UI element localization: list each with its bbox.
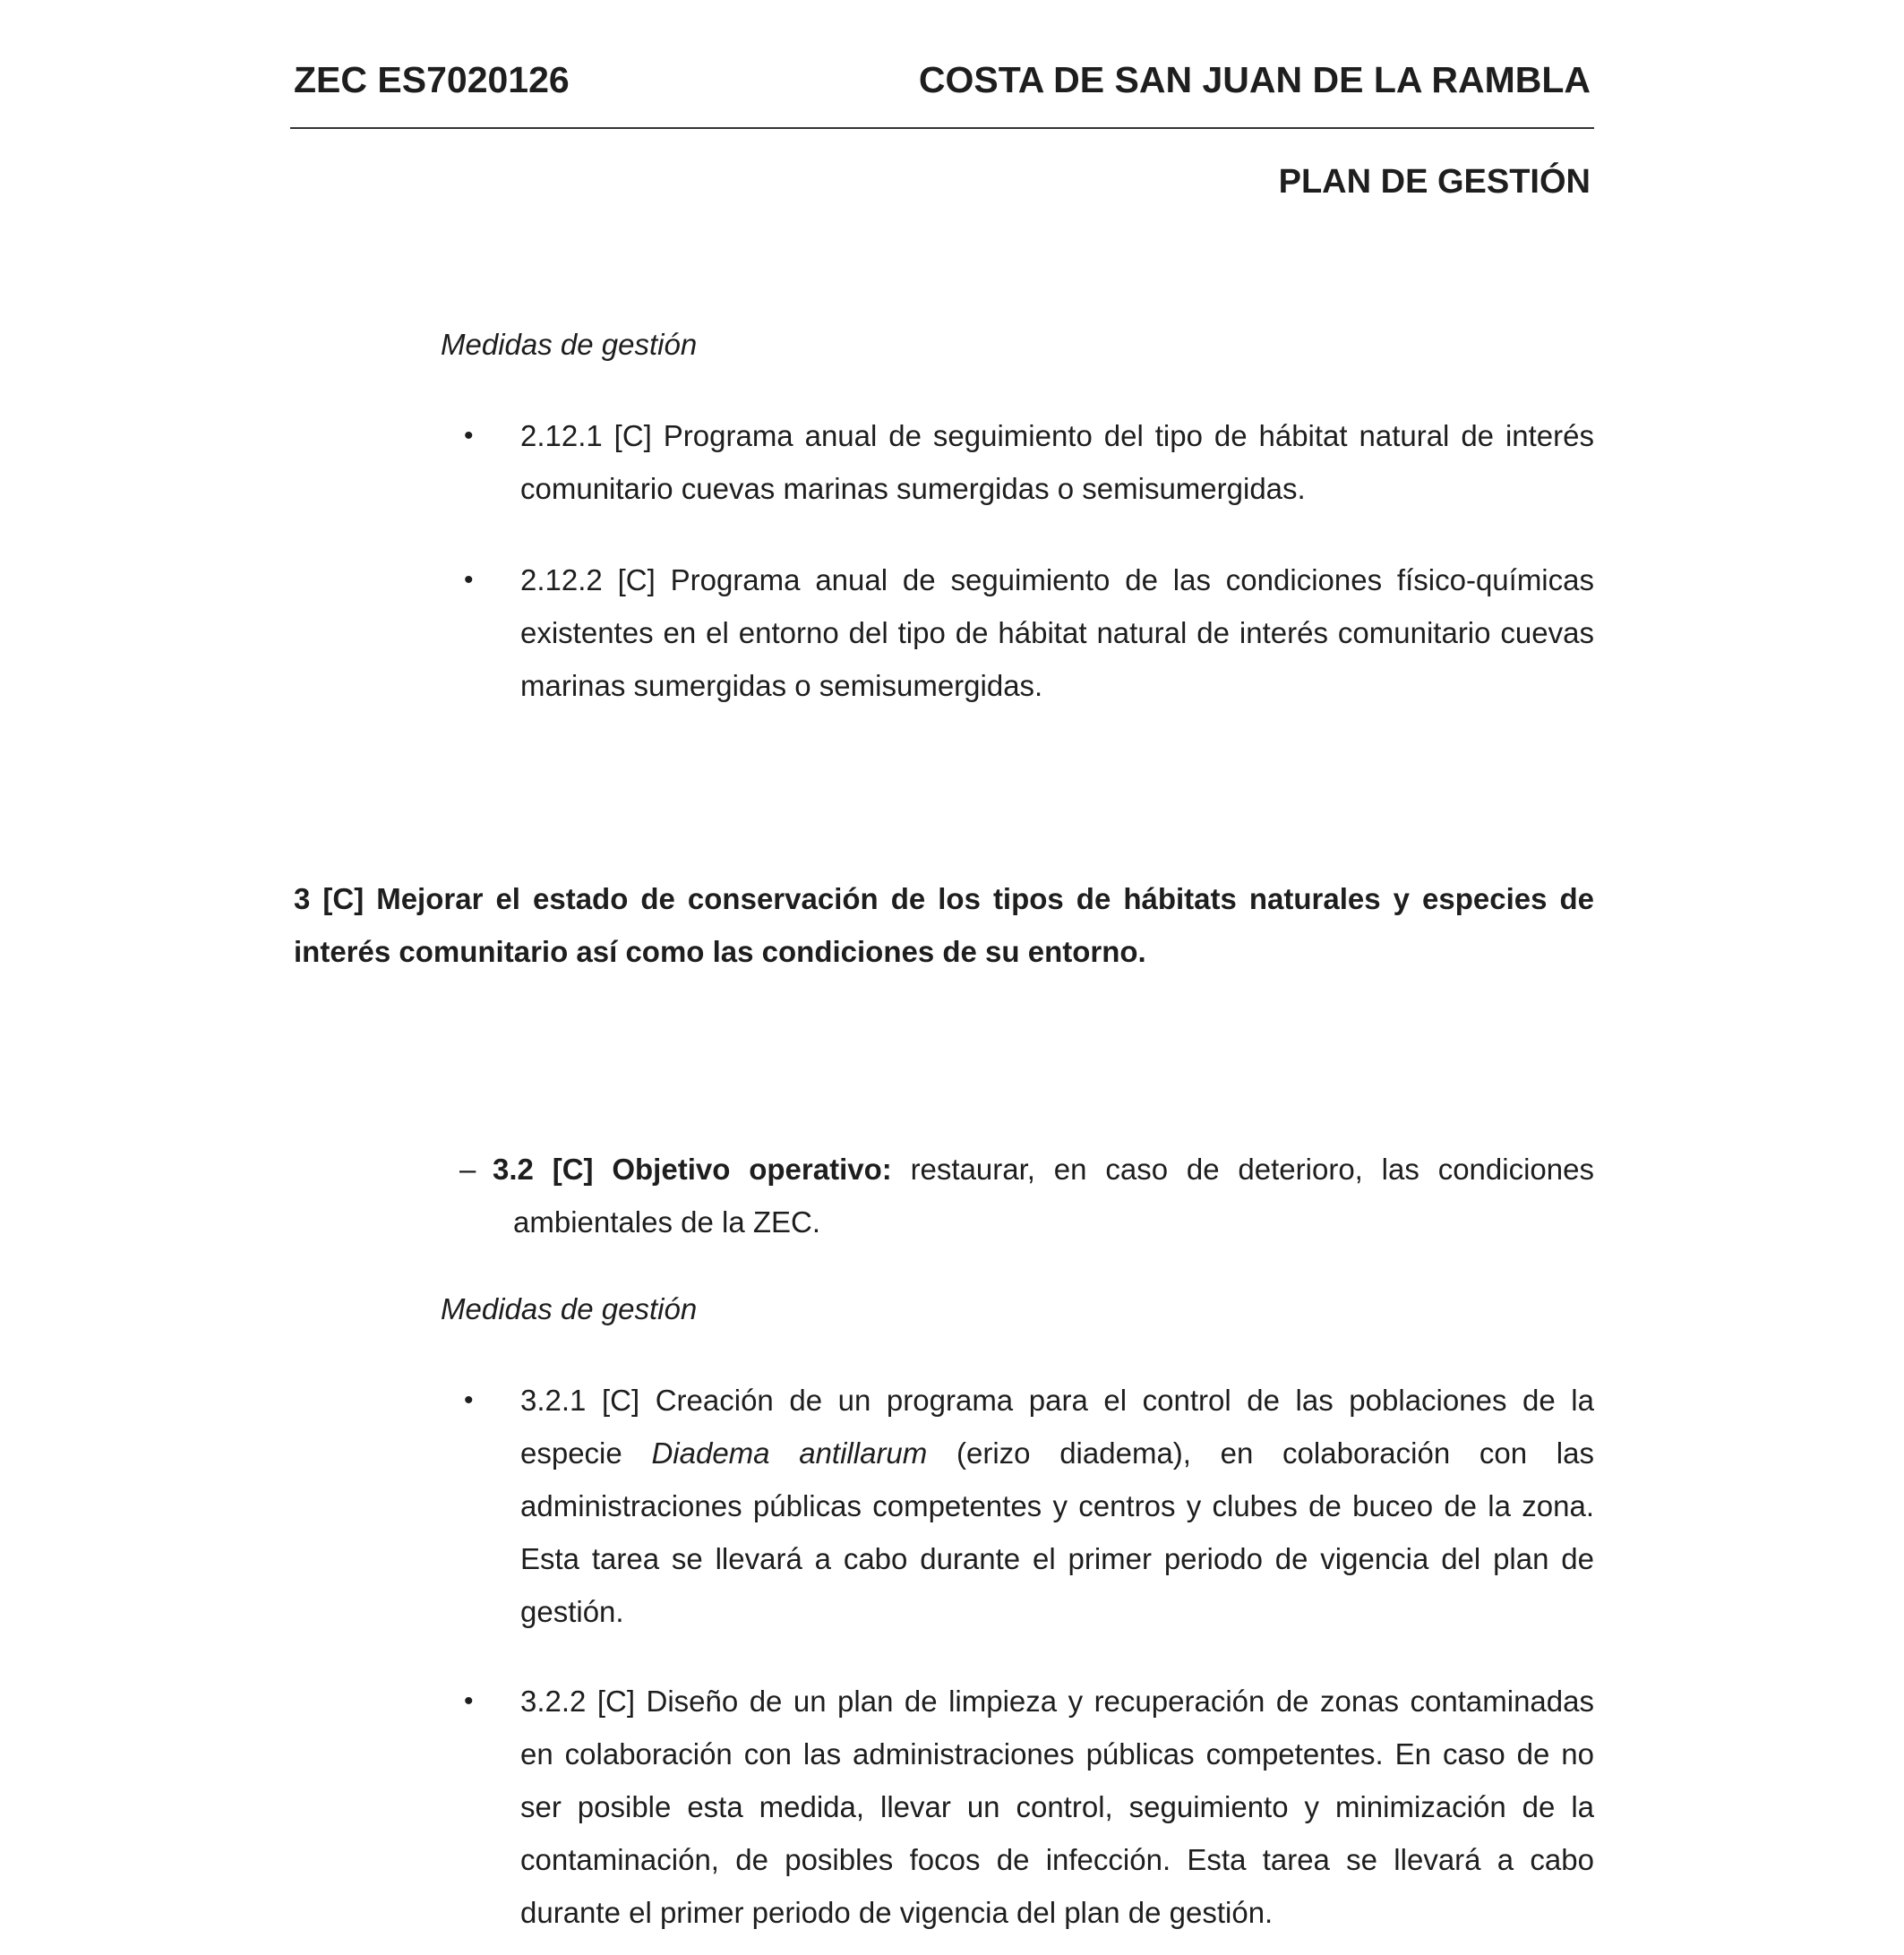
measure-2-12-2: 2.12.2 [C] Programa anual de seguimiento de las condiciones físico-químicas existentes en el entorno del tipo de hábitat natural de interés comunitario cuevas marinas sumergidas o semisumergidas. <box>520 563 1594 702</box>
header-site-code: ZEC ES7020126 <box>294 59 570 100</box>
operative-label: 3.2 [C] Objetivo operativo: <box>493 1153 892 1186</box>
header-site-name: COSTA DE SAN JUAN DE LA RAMBLA <box>918 59 1591 100</box>
objective-3-title: 3 [C] Mejorar el estado de conservación de los tipos de hábitats naturales y especies de interés comunitario así como las condiciones de su entorno. <box>294 882 1594 968</box>
operative-text: restaurar, en caso de deterioro, las condiciones ambientales de la ZEC. <box>513 1153 1594 1239</box>
measures-heading-2: Medidas de gestión <box>441 1292 698 1325</box>
measure-2-12-1: 2.12.1 [C] Programa anual de seguimiento del tipo de hábitat natural de interés comunitario cuevas marinas sumergidas o semisumergidas. <box>520 419 1594 505</box>
document-subtitle: PLAN DE GESTIÓN <box>1278 163 1591 201</box>
measure-3-2-1-text-b: (erizo diadema), en colaboración con las administraciones públicas competentes y centros y clubes de buceo de la zona. Esta tarea se llevará a cabo durante el primer periodo de vigencia del plan de gestión. <box>520 1436 1594 1628</box>
operative-objective-3-2 <box>493 1143 1594 1248</box>
measure-3-2-1-text-a: 3.2.1 [C] Creación de un programa para el control de las poblaciones de la especie <box>520 1384 1594 1470</box>
species-name: Diadema antillarum <box>651 1436 928 1470</box>
header-divider <box>290 127 1594 129</box>
measures-heading-1: Medidas de gestión <box>441 328 698 361</box>
bullet-marker: • <box>464 565 474 595</box>
bullet-marker: • <box>464 421 474 450</box>
dash-marker: – <box>459 1153 476 1186</box>
measure-3-2-1 <box>520 1374 1594 1638</box>
bullet-marker: • <box>464 1385 474 1415</box>
bullet-marker: • <box>464 1686 474 1716</box>
measure-3-2-2: 3.2.2 [C] Diseño de un plan de limpieza y recuperación de zonas contaminadas en colaboración con las administraciones públicas competentes. En caso de no ser posible esta medida, llevar un control, seguimiento y minimización de la contaminación, de posibles focos de infección. Esta tarea se llevará a cabo durante el primer periodo de vigencia del plan de gestión. <box>520 1685 1594 1929</box>
